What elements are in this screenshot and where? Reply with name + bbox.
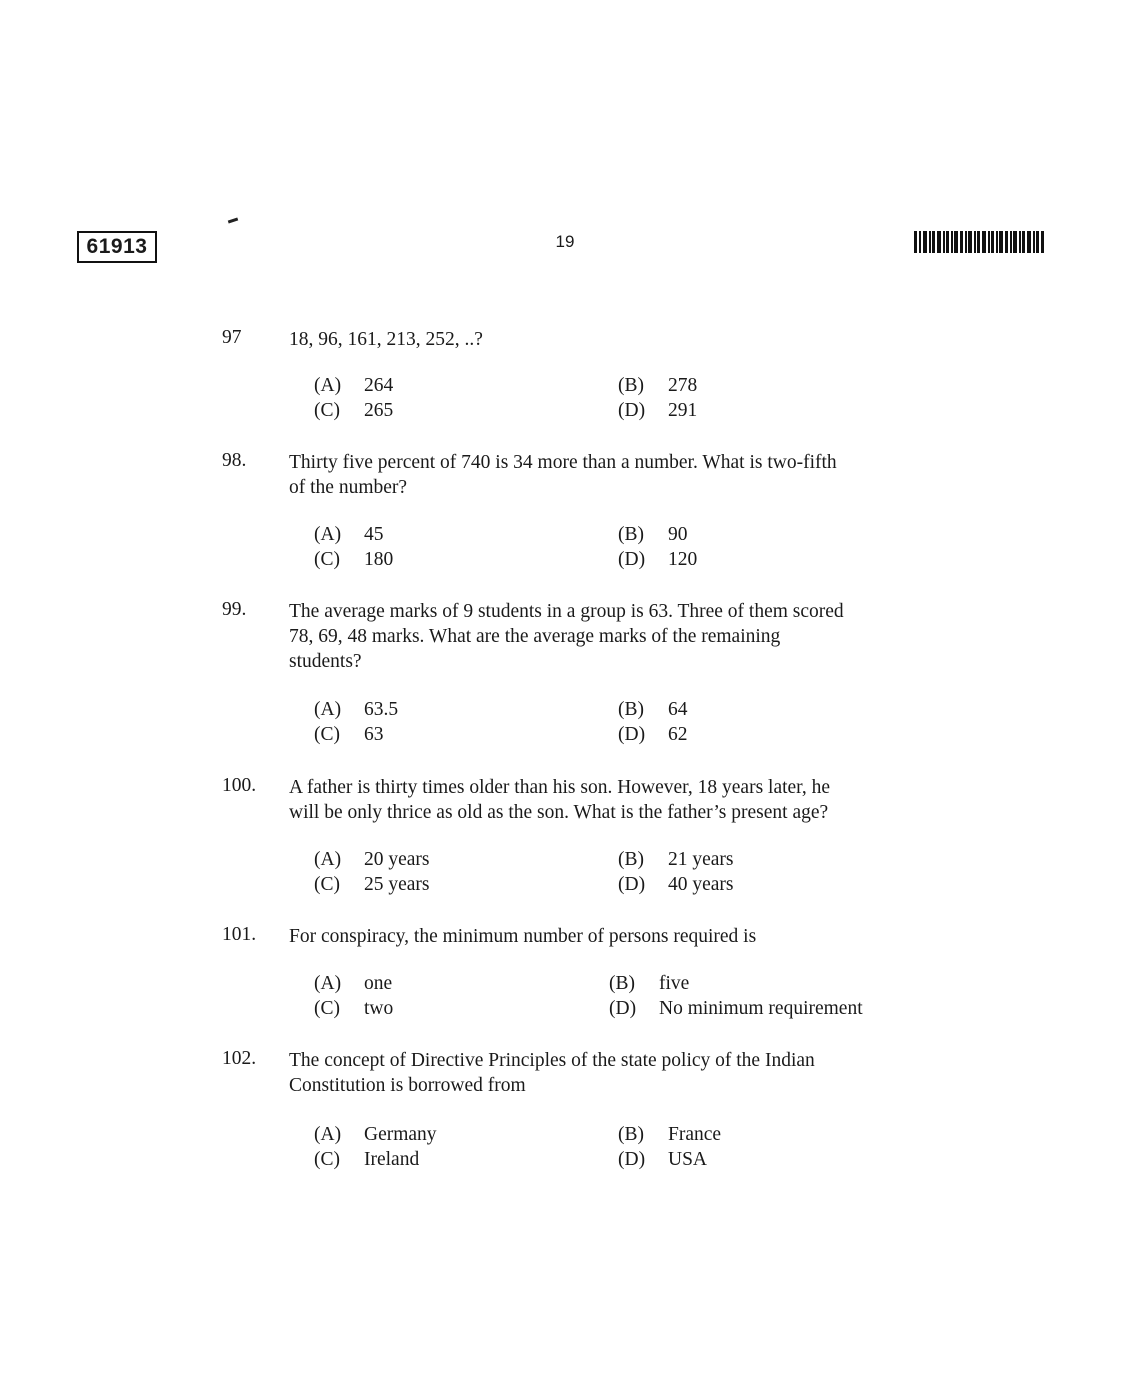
question-line: Constitution is borrowed from (289, 1075, 526, 1096)
option-c (314, 874, 430, 896)
option-text: 265 (364, 400, 394, 421)
question-text (289, 450, 911, 500)
option-text: 40 years (668, 874, 734, 895)
option-label: (D) (618, 549, 646, 570)
option-c (314, 1149, 419, 1171)
option-text: 90 (668, 524, 688, 545)
question-text (289, 1048, 911, 1098)
question-number: 101. (222, 924, 257, 945)
question-number: 99. (222, 599, 247, 620)
option-b (618, 849, 734, 871)
option-label: (A) (314, 699, 342, 720)
option-label: (D) (618, 874, 646, 895)
option-a (314, 375, 393, 397)
option-text: 64 (668, 699, 688, 720)
question-text (289, 599, 911, 674)
option-label: (A) (314, 1124, 342, 1145)
option-text: USA (668, 1149, 708, 1170)
option-b (618, 524, 688, 546)
question-text (289, 775, 911, 825)
option-text: 63 (364, 724, 384, 745)
paper-code-box: 61913 (77, 231, 157, 263)
option-text: Germany (364, 1124, 437, 1145)
question-line: Thirty five percent of 740 is 34 more than a number. What is two-fifth (289, 452, 837, 473)
option-a (314, 524, 384, 546)
option-d (618, 549, 697, 571)
option-b (618, 375, 697, 397)
option-label: (D) (618, 724, 646, 745)
question-number: 102. (222, 1048, 257, 1069)
question-text (289, 327, 911, 352)
option-c (314, 549, 393, 571)
option-text: five (659, 973, 690, 994)
option-label: (C) (314, 1149, 340, 1170)
question-line: 78, 69, 48 marks. What are the average marks of the remaining (289, 626, 781, 647)
option-c (314, 724, 384, 746)
option-c (314, 400, 393, 422)
option-text: 278 (668, 375, 698, 396)
option-a (314, 973, 392, 995)
question-number: 100. (222, 775, 257, 796)
option-label: (D) (618, 400, 646, 421)
option-text: one (364, 973, 393, 994)
question-line: will be only thrice as old as the son. What is the father’s present age? (289, 802, 829, 823)
option-label: (B) (618, 1124, 644, 1145)
option-d (618, 874, 734, 896)
option-label: (C) (314, 874, 340, 895)
question-line: For conspiracy, the minimum number of persons required is (289, 926, 757, 947)
option-text: No minimum requirement (659, 998, 863, 1019)
option-c (314, 998, 393, 1020)
option-label: (A) (314, 849, 342, 870)
option-text: 45 (364, 524, 384, 545)
option-label: (A) (314, 973, 342, 994)
question-line: The concept of Directive Principles of the state policy of the Indian (289, 1050, 815, 1071)
option-text: 25 years (364, 874, 430, 895)
question-number: 97 (222, 327, 242, 348)
option-text: 63.5 (364, 699, 399, 720)
option-b (618, 1124, 721, 1146)
option-text: 264 (364, 375, 394, 396)
option-label: (B) (618, 524, 644, 545)
option-a (314, 699, 398, 721)
option-text: 62 (668, 724, 688, 745)
option-text: 120 (668, 549, 698, 570)
option-label: (D) (618, 1149, 646, 1170)
option-text: 21 years (668, 849, 734, 870)
question-text (289, 924, 911, 949)
option-label: (C) (314, 724, 340, 745)
question-line: of the number? (289, 477, 408, 498)
question-line: The average marks of 9 students in a group is 63. Three of them scored (289, 601, 844, 622)
option-label: (C) (314, 549, 340, 570)
option-label: (B) (609, 973, 635, 994)
option-a (314, 849, 430, 871)
option-text: 180 (364, 549, 394, 570)
option-label: (D) (609, 998, 637, 1019)
option-text: France (668, 1124, 722, 1145)
option-a (314, 1124, 437, 1146)
option-d (609, 998, 863, 1020)
question-line: 18, 96, 161, 213, 252, ..? (289, 329, 483, 350)
page-number: 19 (555, 232, 575, 251)
option-b (618, 699, 688, 721)
option-label: (C) (314, 998, 340, 1019)
option-text: 291 (668, 400, 698, 421)
option-d (618, 1149, 707, 1171)
option-text: two (364, 998, 394, 1019)
question-line: A father is thirty times older than his son. However, 18 years later, he (289, 777, 831, 798)
option-text: 20 years (364, 849, 430, 870)
option-label: (B) (618, 375, 644, 396)
option-b (609, 973, 689, 995)
option-label: (B) (618, 849, 644, 870)
option-d (618, 400, 697, 422)
option-text: Ireland (364, 1149, 420, 1170)
option-label: (A) (314, 375, 342, 396)
barcode-icon (914, 231, 1044, 253)
option-label: (A) (314, 524, 342, 545)
question-line: students? (289, 651, 362, 672)
scan-mark (228, 218, 238, 224)
question-number: 98. (222, 450, 247, 471)
option-d (618, 724, 688, 746)
option-label: (C) (314, 400, 340, 421)
option-label: (B) (618, 699, 644, 720)
